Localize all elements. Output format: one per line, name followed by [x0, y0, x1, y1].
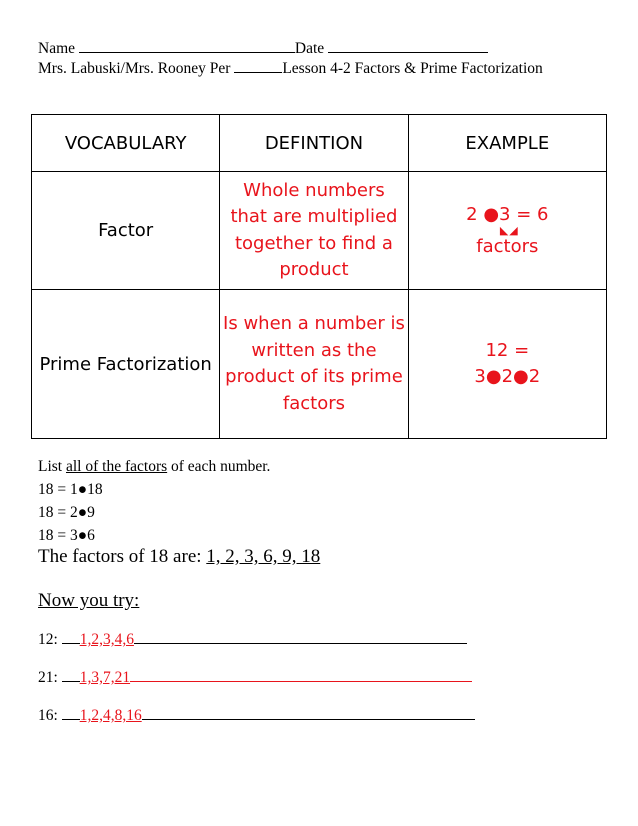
table-row: [32, 290, 607, 439]
practice-number: 21:: [38, 669, 58, 686]
header-example: EXAMPLE: [408, 115, 606, 172]
example-factor: [408, 172, 606, 290]
definition-prime-factorization: [220, 290, 408, 439]
answer-line: [142, 705, 475, 720]
practice-item-12: [38, 629, 467, 651]
factor-pair-line: 18 = 2●9: [38, 504, 95, 521]
answer-line: [130, 667, 472, 682]
definition-line: Is when a number is: [223, 313, 405, 334]
term-factor: Factor: [32, 172, 220, 290]
answer-lead-line: [62, 629, 80, 644]
vocabulary-table: [31, 114, 607, 439]
teacher-lesson-line: [38, 58, 543, 78]
factors-summary: [38, 546, 320, 568]
period-blank[interactable]: [234, 58, 282, 73]
factor-pair-line: 18 = 1●18: [38, 481, 103, 498]
header-vocabulary: VOCABULARY: [32, 115, 220, 172]
example-line: 2 ●3 = 6: [466, 203, 549, 225]
factors-instruction: [38, 456, 270, 478]
example-line: factors: [476, 235, 539, 257]
table-header-row: [32, 115, 607, 172]
example-line: 12 =: [485, 340, 530, 361]
term-prime-factorization: Prime Factorization: [32, 290, 220, 439]
practice-answer[interactable]: 1,2,4,8,16: [79, 707, 142, 724]
practice-number: 12:: [38, 631, 58, 648]
practice-answer[interactable]: 1,3,7,21: [79, 669, 131, 686]
answer-lead-line: [62, 705, 80, 720]
factor-pair-line: 18 = 3●6: [38, 527, 95, 544]
header-definition: DEFINTION: [220, 115, 408, 172]
definition-line: that are multiplied: [230, 206, 398, 227]
definition-line: factors: [282, 392, 346, 414]
arrow-icon: ◣◢: [499, 223, 519, 237]
definition-line: product: [279, 259, 349, 280]
teacher-label: Mrs. Labuski/Mrs. Rooney Per: [38, 60, 231, 77]
definition-line: product of its prime: [225, 366, 403, 387]
table-row: [32, 172, 607, 290]
summary-label: The factors of 18 are:: [38, 546, 207, 567]
summary-value: 1, 2, 3, 6, 9, 18: [206, 546, 321, 567]
answer-line: [134, 629, 467, 644]
date-label: Date: [294, 40, 325, 57]
lesson-title: Lesson 4-2 Factors & Prime Factorization: [282, 60, 543, 77]
name-blank[interactable]: [79, 38, 295, 53]
definition-line: written as the: [251, 339, 377, 361]
definition-factor: [220, 172, 408, 290]
practice-answer[interactable]: 1,2,3,4,6: [79, 631, 134, 648]
instruction-suffix: of each number.: [167, 458, 271, 475]
definition-line: together to find a: [234, 232, 393, 254]
instruction-underlined: all of the factors: [66, 458, 168, 475]
practice-heading: Now you try:: [38, 590, 140, 611]
practice-number: 16:: [38, 707, 58, 724]
example-prime-factorization: [408, 290, 606, 439]
date-blank[interactable]: [328, 38, 488, 53]
practice-item-16: [38, 705, 475, 727]
name-label: Name: [38, 40, 76, 57]
example-line: 3●2●2: [474, 366, 541, 387]
answer-lead-line: [62, 667, 80, 682]
practice-item-21: [38, 667, 472, 689]
name-date-line: [38, 38, 488, 58]
instruction-prefix: List: [38, 458, 66, 475]
definition-line: Whole numbers: [243, 179, 385, 201]
